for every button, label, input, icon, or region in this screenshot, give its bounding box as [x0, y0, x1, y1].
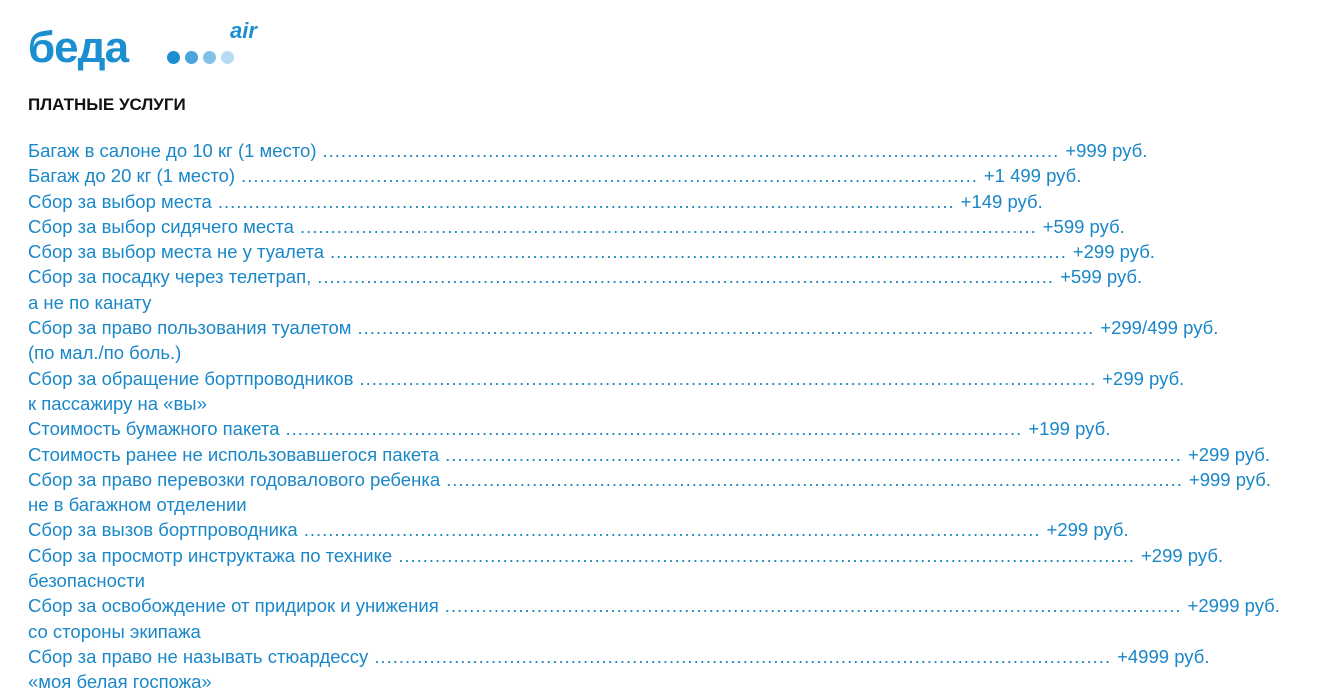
dot-leader: ........................................................................................................................ — [330, 241, 1067, 263]
service-label-continued: к пассажиру на «вы» — [28, 392, 207, 414]
service-label: Сбор за выбор места не у туалета — [28, 241, 325, 263]
dot-leader: ........................................................................................................................ — [217, 190, 955, 212]
service-label: Сбор за просмотр инструктажа по технике — [28, 544, 393, 566]
service-label: Стоимость ранее не использовавшегося пакета — [28, 443, 440, 465]
dot-leader: ........................................................................................................................ — [444, 595, 1182, 617]
service-price: +599 руб. — [1042, 215, 1125, 237]
service-row — [28, 644, 1210, 669]
dot-leader: ........................................................................................................................ — [359, 367, 1097, 389]
service-row — [28, 239, 1155, 264]
service-label-continued: «моя белая госпожа» — [28, 671, 212, 693]
service-label: Сбор за право перевозки годовалового ребенка — [28, 468, 441, 490]
brand-dot — [185, 51, 198, 64]
service-label: Багаж до 20 кг (1 место) — [28, 165, 236, 187]
dot-leader: ........................................................................................................................ — [374, 645, 1112, 667]
dot-leader: ........................................................................................................................ — [299, 215, 1037, 237]
service-price: +2999 руб. — [1187, 595, 1280, 617]
brand-dot — [221, 51, 234, 64]
service-label: Сбор за право пользования туалетом — [28, 317, 352, 339]
dot-leader: ........................................................................................................................ — [445, 443, 1182, 465]
service-price: +149 руб. — [960, 190, 1043, 212]
dot-leader: ........................................................................................................................ — [303, 519, 1041, 541]
service-price: +299 руб. — [1102, 367, 1185, 389]
service-label: Сбор за обращение бортпроводников — [28, 367, 354, 389]
service-price: +199 руб. — [1028, 418, 1111, 440]
dot-leader: ........................................................................................................................ — [357, 317, 1095, 339]
service-row — [28, 416, 1111, 441]
service-row — [28, 442, 1271, 467]
service-price: +299 руб. — [1140, 544, 1224, 566]
service-label-continued: безопасности — [28, 570, 145, 592]
service-label-continued: со стороны экипажа — [28, 620, 201, 642]
service-price: +1 499 руб. — [983, 165, 1082, 187]
service-row — [28, 517, 1129, 542]
service-row — [28, 189, 1043, 214]
service-label: Сбор за право не называть стюардессу — [28, 645, 369, 667]
service-label: Сбор за выбор места — [28, 190, 212, 212]
service-row — [28, 315, 1219, 340]
service-label: Сбор за посадку через телетрап, — [28, 266, 312, 288]
service-price: +599 руб. — [1060, 266, 1143, 288]
service-row — [28, 138, 1148, 163]
brand-logo — [28, 18, 288, 78]
brand-dot — [167, 51, 180, 64]
service-label: Сбор за выбор сидячего места — [28, 215, 294, 237]
brand-dot — [203, 51, 216, 64]
brand-suffix: air — [230, 18, 257, 43]
service-row — [28, 264, 1143, 289]
service-label-continued: а не по канату — [28, 291, 152, 313]
dot-leader: ........................................................................................................................ — [317, 266, 1055, 288]
service-row — [28, 467, 1271, 492]
services-list — [28, 138, 1280, 695]
service-price: +999 руб. — [1065, 140, 1148, 161]
dot-leader: ........................................................................................................................ — [398, 544, 1135, 566]
service-price: +299/499 руб. — [1100, 317, 1219, 339]
brand-dots — [167, 51, 234, 64]
service-price: +999 руб. — [1188, 468, 1271, 490]
dot-leader: ........................................................................................................................ — [285, 418, 1023, 440]
dot-leader: ........................................................................................................................ — [446, 468, 1183, 490]
service-label-continued: (по мал./по боль.) — [28, 342, 182, 364]
service-label: Сбор за освобождение от придирок и унижения — [28, 595, 439, 617]
dot-leader: ........................................................................................................................ — [241, 165, 978, 187]
service-row — [28, 366, 1185, 391]
page-title: ПЛАТНЫЕ УСЛУГИ — [28, 95, 186, 114]
service-row — [28, 543, 1224, 568]
service-row — [28, 593, 1280, 618]
service-label: Багаж в салоне до 10 кг (1 место) — [28, 140, 317, 161]
service-price: +299 руб. — [1187, 443, 1271, 465]
service-price: +299 руб. — [1046, 519, 1129, 541]
brand-name: беда — [28, 23, 129, 72]
service-label: Стоимость бумажного пакета — [28, 418, 280, 440]
dot-leader: ........................................................................................................................ — [322, 140, 1060, 161]
service-label: Сбор за вызов бортпроводника — [28, 519, 298, 541]
service-row — [28, 163, 1082, 188]
service-row — [28, 214, 1125, 239]
service-price: +4999 руб. — [1117, 645, 1210, 667]
service-price: +299 руб. — [1072, 241, 1155, 263]
service-label-continued: не в багажном отделении — [28, 494, 247, 516]
